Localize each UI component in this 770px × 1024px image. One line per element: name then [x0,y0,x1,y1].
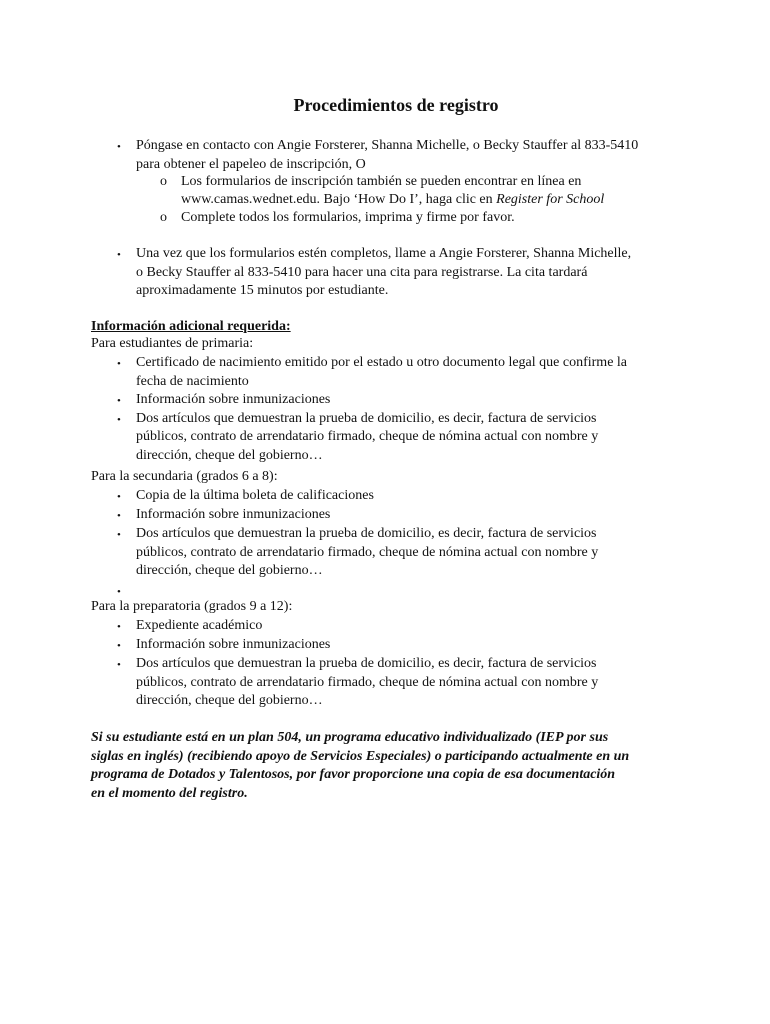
middle-item1: Copia de la última boleta de calificaciones [136,488,374,503]
bullet-icon: • [117,358,121,370]
step2-line3: aproximadamente 15 minutos por estudiante. [136,283,389,298]
page-title: Procedimientos de registro [293,95,499,115]
step2-line1: Una vez que los formularios estén completos, llame a Angie Forsterer, Shanna Michelle, [136,246,632,261]
middle-item3-line3: dirección, cheque del gobierno… [136,563,323,578]
bullet-icon: • [117,141,121,153]
primary-item3-line3: dirección, cheque del gobierno… [136,447,323,463]
high-item3-line2: públicos, contrato de arrendatario firmado, cheque de nómina actual con nombre y [136,674,599,690]
primary-label: Para estudiantes de primaria: [91,336,254,351]
note-line3: programa de Dotados y Talentosos, por favor proporcione una copia de esa documentación [91,767,616,782]
bullet-icon: • [117,395,121,407]
high-item2: Información sobre inmunizaciones [136,637,331,652]
step1-sub1-line2-text: www.camas.wednet.edu. Bajo ‘How Do I’, haga clic en [181,192,497,207]
primary-item1-line2: fecha de nacimiento [136,373,249,389]
middle-label: Para la secundaria (grados 6 a 8): [91,469,278,484]
bullet-icon: • [117,621,121,633]
sub-bullet-icon: o [160,210,167,225]
middle-item3-line2: públicos, contrato de arrendatario firmado, cheque de nómina actual con nombre y [136,544,599,560]
note-line4: en el momento del registro. [91,785,248,801]
bullet-icon: • [117,491,121,503]
sub-bullet-icon: o [160,174,167,189]
step1-line1: Póngase en contacto con Angie Forsterer, Shanna Michelle, o Becky Stauffer al 833-5410 [136,138,639,153]
empty-bullet-icon: • [117,586,121,598]
bullet-icon: • [117,414,121,426]
primary-item3-line2: públicos, contrato de arrendatario firmado, cheque de nómina actual con nombre y [136,429,599,444]
high-item3-line1: Dos artículos que demuestran la prueba de domicilio, es decir, factura de servicios [136,656,597,671]
bullet-icon: • [117,640,121,652]
step1-line2: para obtener el papeleo de inscripción, O [136,156,366,172]
bullet-icon: • [117,510,121,522]
bullet-icon: • [117,529,121,541]
step1-sub2: Complete todos los formularios, imprima y firme por favor. [181,210,515,225]
bullet-icon: • [117,659,121,671]
primary-item1-line1: Certificado de nacimiento emitido por el estado u otro documento legal que confirme la [136,355,628,370]
note-line1: Si su estudiante está en un plan 504, un programa educativo individualizado (IEP por sus [91,730,609,745]
high-item1: Expediente académico [136,618,263,633]
closing-note [91,729,691,803]
additional-info-heading: Información adicional requerida: [91,319,291,334]
primary-item2: Información sobre inmunizaciones [136,392,331,407]
middle-item3-line1: Dos artículos que demuestran la prueba de domicilio, es decir, factura de servicios [136,526,597,541]
note-line2: siglas en inglés) (recibiendo apoyo de Servicios Especiales) o participando actualmente en un [91,748,630,764]
high-item3-line3: dirección, cheque del gobierno… [136,693,323,708]
step1-sub1-line1: Los formularios de inscripción también se pueden encontrar en línea en [181,174,582,189]
register-for-school-text: Register for School [496,192,605,207]
middle-item2: Información sobre inmunizaciones [136,507,331,522]
high-label: Para la preparatoria (grados 9 a 12): [91,599,293,614]
bullet-icon: • [117,249,121,261]
primary-item3-line1: Dos artículos que demuestran la prueba de domicilio, es decir, factura de servicios [136,411,597,426]
step1-sub1-line2 [181,191,604,210]
step2-line2: o Becky Stauffer al 833-5410 para hacer una cita para registrarse. La cita tardará [136,264,588,280]
